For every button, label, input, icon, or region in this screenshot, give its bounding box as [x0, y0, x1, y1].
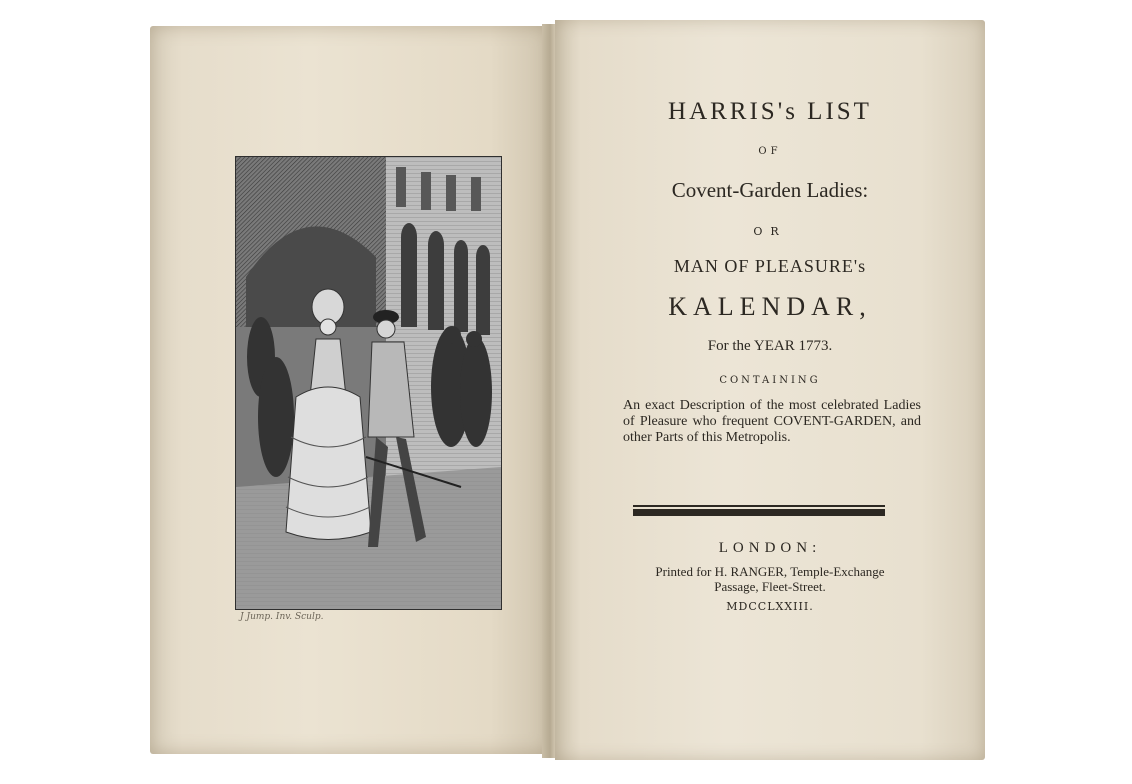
frontispiece-engraving — [235, 156, 502, 610]
title-page-text — [555, 20, 985, 760]
alt-title: MAN OF PLEASURE's — [673, 256, 867, 276]
imprint-city: LONDON: — [718, 540, 822, 556]
title-of: OF — [758, 146, 782, 157]
imprint-date: MDCCLXXIII. — [726, 600, 814, 613]
year-line: For the YEAR 1773. — [707, 338, 833, 354]
title-or: OR — [753, 225, 787, 238]
main-title: HARRIS's LIST — [668, 98, 872, 125]
engraving-illustration — [236, 157, 501, 609]
open-book — [150, 20, 985, 760]
kalendar-title: KALENDAR, — [668, 292, 872, 321]
double-rule-divider — [633, 505, 885, 516]
left-page — [150, 26, 550, 754]
printer-imprint: Printed for H. RANGER, Temple-Exchange Passage, Fleet-Street. — [655, 564, 885, 594]
engraver-credit: J Jump. Inv. Sculp. — [240, 612, 324, 622]
description-text: An exact Description of the most celebrated Ladies of Pleasure who frequent COVENT-GARDEN, and other Parts of this Metropolis. — [623, 398, 921, 445]
subtitle: Covent-Garden Ladies: — [671, 178, 869, 202]
containing-label: CONTAINING — [719, 375, 821, 386]
